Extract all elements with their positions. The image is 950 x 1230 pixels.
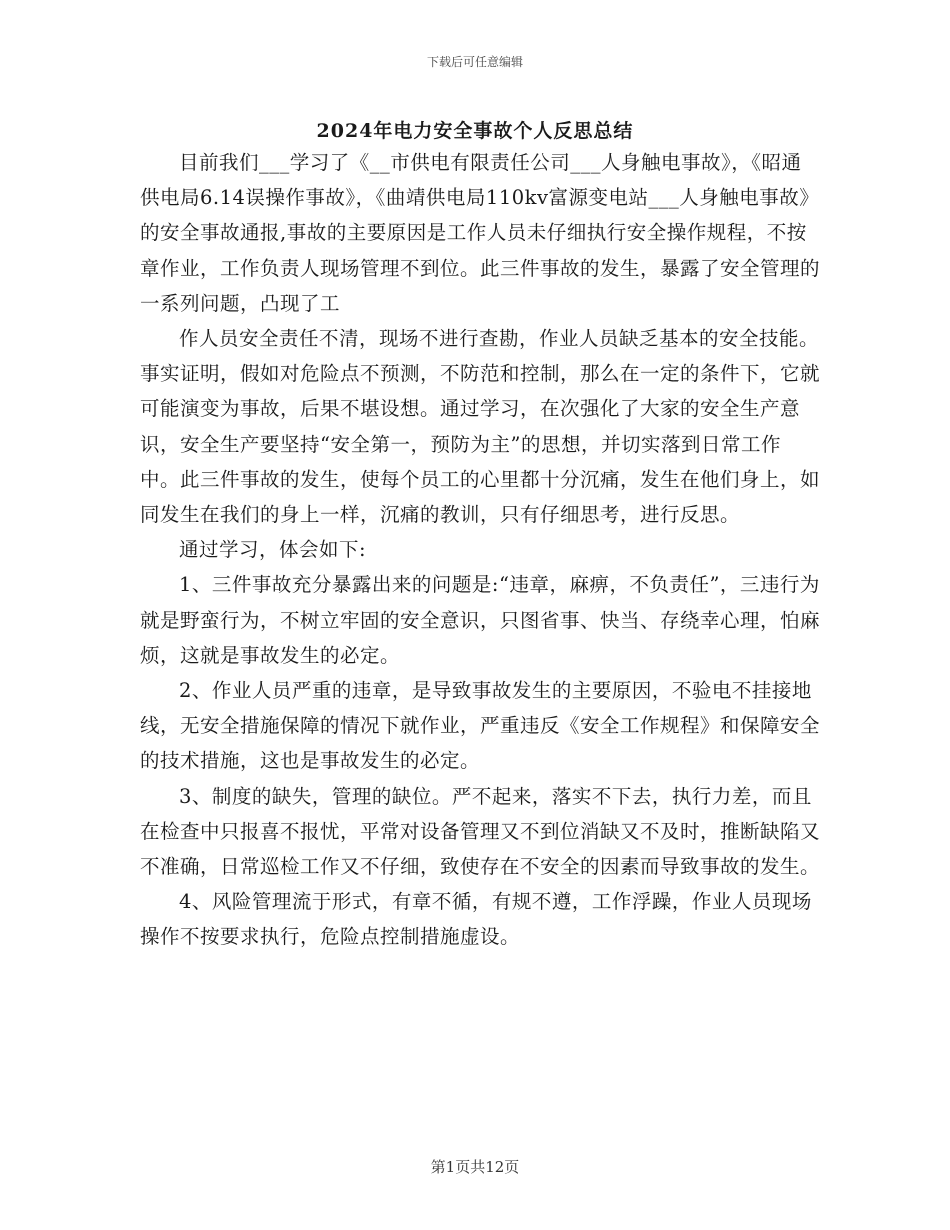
document-title: 2024年电力安全事故个人反思总结 [316,120,634,142]
paragraph-continued: 作人员安全责任不清，现场不进行查勘，作业人员缺乏基本的安全技能。事实证明，假如对危险点不预测，不防范和控制，那么在一定的条件下，它就可能演变为事故，后果不堪设想。通过学习，在次强化了大家的安全生产意识，安全生产要坚持“安全第一，预防为主”的思想，并切实落到日常工作中。此三件事故的发生，使每个员工的心里都十分沉痛，发生在他们身上，如同发生在我们的身上一样，沉痛的教训，只有仔细思考，进行反思。 [140,327,821,527]
paragraph-summary-lead: 通过学习，体会如下: [179,538,367,562]
document-body [140,145,820,955]
paragraph-intro: 目前我们___学习了《__市供电有限责任公司___人身触电事故》，《昭通供电局6.14误操作事故》，《曲靖供电局110kv富源变电站___人身触电事故》的安全事故通报,事故的主要原因是工作人员未仔细执行安全操作规程，不按章作业，工作负责人现场管理不到位。此三件事故的发生，暴露了安全管理的一系列问题，凸现了工 [140,151,821,315]
page-number: 第1页共12页 [430,1158,520,1176]
page-header: 下载后可任意编辑 [426,55,523,69]
paragraph-point-4: 4、风险管理流于形式，有章不循，有规不遵，工作浮躁，作业人员现场操作不按要求执行，危险点控制措施虚设。 [140,890,812,949]
paragraph-point-1: 1、三件事故充分暴露出来的问题是:“违章，麻痹，不负责任”，三违行为就是野蛮行为，不树立牢固的安全意识，只图省事、快当、存绕幸心理，怕麻烦，这就是事故发生的必定。 [140,573,821,667]
paragraph-point-2: 2、作业人员严重的违章，是导致事故发生的主要原因，不验电不挂接地线，无安全措施保障的情况下就作业，严重违反《安全工作规程》和保障安全的技术措施，这也是事故发生的必定。 [140,679,821,773]
paragraph-point-3: 3、制度的缺失，管理的缺位。严不起来，落实不下去，执行力差，而且在检查中只报喜不报忧，平常对设备管理又不到位消缺又不及时，推断缺陷又不准确，日常巡检工作又不仔细，致使存在不安全的因素而导致事故的发生。 [140,784,821,879]
